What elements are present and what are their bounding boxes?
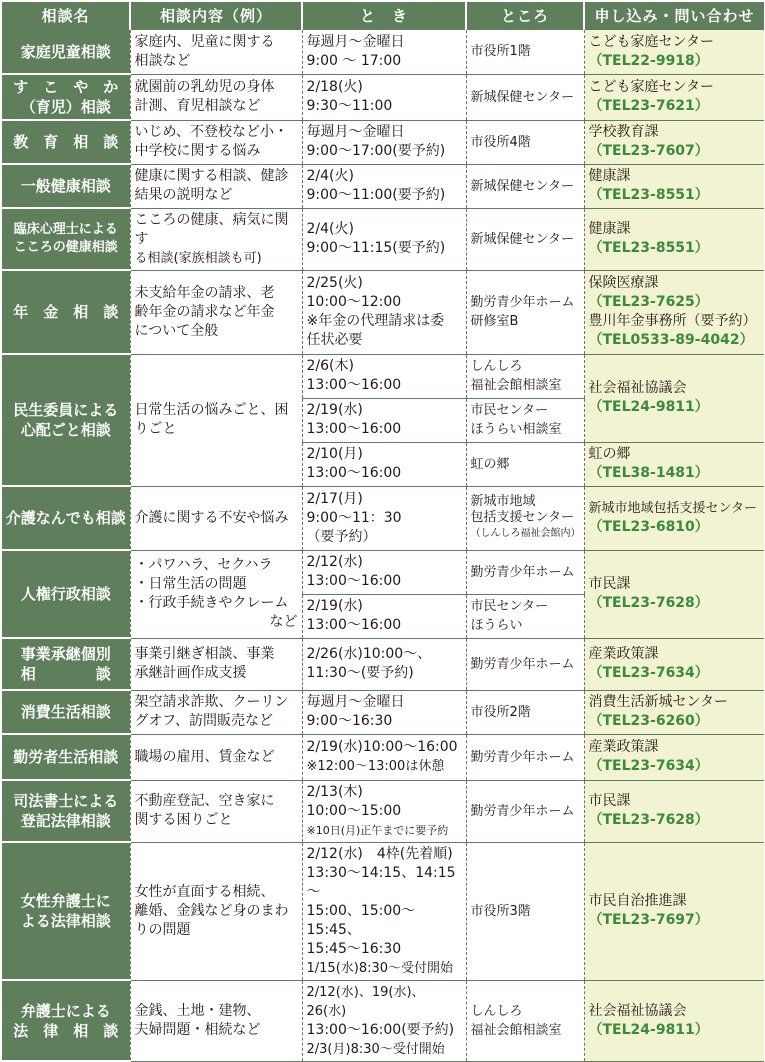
header-name: 相談名 xyxy=(2,2,130,30)
name-text: 事業承継個別 xyxy=(20,645,111,663)
when-line: 13:00～16:00 xyxy=(306,465,402,481)
consultation-name xyxy=(2,842,130,980)
contact-dept: 健康課 xyxy=(588,168,631,184)
name-text: 教 育 相 談 xyxy=(13,133,119,151)
consultation-when xyxy=(302,980,466,1061)
where-line: 勤労青少年ホーム xyxy=(470,564,575,580)
when-line: 9:00～11:15(要予約) xyxy=(306,240,446,256)
consultation-when xyxy=(302,734,466,780)
where-line: 市民センター xyxy=(470,403,548,418)
when-line: 2/12(水)、19(水)、26(水) xyxy=(306,984,425,1019)
contact-tel: （TEL22-9918） xyxy=(588,52,709,69)
where-line: 新城保健センター xyxy=(470,231,574,247)
consultation-where xyxy=(466,208,584,270)
header-content: 相談内容（例） xyxy=(130,2,302,30)
consultation-contact xyxy=(584,486,764,550)
name-text: 臨床心理士による xyxy=(13,222,118,237)
name-text: こころの健康相談 xyxy=(13,240,118,255)
when-line: 11:30～(要予約) xyxy=(306,665,414,681)
contact-tel: （TEL23-8551） xyxy=(588,240,709,256)
when-line: 2/13(木) xyxy=(306,783,363,800)
consultation-when xyxy=(302,550,466,594)
where-line: 市役所3階 xyxy=(470,903,531,919)
consultation-when xyxy=(302,208,466,270)
when-line: 2/18(火) xyxy=(306,79,363,95)
when-line: ※年金の代理請求は委 xyxy=(306,313,445,329)
table-row xyxy=(2,980,764,1061)
table-row xyxy=(2,164,764,208)
consultation-content xyxy=(130,164,302,208)
consultation-content: 日常生活の悩みごと、困りごと xyxy=(130,354,302,486)
where-line: 勤労青少年ホーム xyxy=(470,656,575,672)
consultation-contact xyxy=(584,442,764,486)
when-line: 10:00～12:00 xyxy=(306,294,402,310)
content-line: ・パワハラ、セクハラ xyxy=(134,557,273,573)
where-line: 新城保健センター xyxy=(470,89,574,105)
header-when: と き xyxy=(302,2,466,30)
when-line: 2/26(水)10:00～、 xyxy=(306,646,432,662)
when-line: 15:00、15:00～15:45、 xyxy=(306,902,416,938)
consultation-when xyxy=(302,74,466,120)
name-text: 弁護士による xyxy=(20,1001,111,1020)
when-line: 1/15(水)8:30～受付開始 xyxy=(306,960,454,976)
content-line: 女性が直面する相続、 xyxy=(134,883,275,900)
consultation-where xyxy=(466,550,584,594)
consultation-when xyxy=(302,398,466,442)
when-line: 9:00～16:30 xyxy=(306,713,393,729)
content-line: 関する困りごと xyxy=(134,812,233,828)
consultation-content xyxy=(130,638,302,690)
contact-tel: （TEL23-6260） xyxy=(588,713,709,729)
table-row xyxy=(2,354,764,398)
consultation-content xyxy=(130,30,302,74)
content-line: 結果の説明など xyxy=(134,187,233,203)
consultation-when xyxy=(302,164,466,208)
content-line: 事業引継ぎ相談、事業 xyxy=(134,646,275,662)
table-row xyxy=(2,734,764,780)
when-line: 13:30～14:15、14:15～ xyxy=(306,864,456,900)
consultation-where xyxy=(466,780,584,842)
contact-dept: こども家庭センター xyxy=(588,79,714,95)
contact-dept: 市民自治推進課 xyxy=(588,893,687,909)
consultation-contact xyxy=(584,780,764,842)
consultation-contact xyxy=(584,690,764,734)
consultation-when xyxy=(302,594,466,638)
consultation-where xyxy=(466,594,584,638)
contact-tel: （TEL23-7628） xyxy=(588,812,709,828)
consultation-when xyxy=(302,690,466,734)
header-where: ところ xyxy=(466,2,584,30)
contact-dept: 社会福祉協議会 xyxy=(588,1002,687,1019)
name-text: 司法書士による xyxy=(13,792,119,810)
contact-dept: 消費生活新城センター xyxy=(588,694,728,710)
when-line: 毎週月～金曜日 xyxy=(306,33,405,50)
content-line: りの問題 xyxy=(134,921,191,938)
name-text: 家庭児童相談 xyxy=(20,42,111,61)
consultation-when xyxy=(302,354,466,398)
table-row xyxy=(2,486,764,550)
content-line: など xyxy=(269,614,298,630)
when-line: 9:00～11:00(要予約) xyxy=(306,187,446,203)
where-line: 市役所1階 xyxy=(470,44,531,60)
consultation-where xyxy=(466,486,584,550)
where-line: しんしろ xyxy=(470,1003,523,1019)
consultation-content xyxy=(130,270,302,354)
name-text: 相 談 xyxy=(20,665,111,683)
when-line: 2/17(月) xyxy=(306,490,363,507)
consultation-where xyxy=(466,442,584,486)
content-line: 就園前の乳幼児の身体 xyxy=(134,79,275,95)
when-line: 15:45～16:30 xyxy=(306,940,402,957)
header-contact: 申し込み・問い合わせ xyxy=(584,2,764,30)
content-line: 承継計画作成支援 xyxy=(134,665,247,681)
when-line: 10:00～15:00 xyxy=(306,802,402,819)
consultation-content xyxy=(130,842,302,980)
consultation-when xyxy=(302,638,466,690)
consultation-where xyxy=(466,120,584,164)
content-line: る相談(家族相談も可) xyxy=(134,250,262,266)
consultation-contact xyxy=(584,208,764,270)
consultation-content xyxy=(130,690,302,734)
when-line: 9:00 ～ 17:00 xyxy=(306,52,402,69)
contact-dept: 市民課 xyxy=(588,793,631,809)
consultation-contact xyxy=(584,164,764,208)
consultation-name xyxy=(2,164,130,208)
name-text: 心配ごと相談 xyxy=(20,421,111,439)
name-text: よる法律相談 xyxy=(20,912,111,930)
name-text: す こ や か xyxy=(13,78,119,96)
consultation-where xyxy=(466,638,584,690)
consultation-content xyxy=(130,208,302,270)
consultation-where xyxy=(466,164,584,208)
contact-dept: 保険医療課 xyxy=(588,275,659,291)
contact-tel: （TEL24-9811） xyxy=(588,1021,709,1038)
consultation-contact xyxy=(584,638,764,690)
content-line: ・日常生活の問題 xyxy=(134,576,247,592)
when-line: 2/19(水) xyxy=(306,598,363,614)
content-line: 不動産登記、空き家に xyxy=(134,793,275,809)
contact-tel: （TEL38-1481） xyxy=(588,465,709,481)
contact-tel: （TEL23-7634） xyxy=(588,758,709,774)
name-text: 登記法律相談 xyxy=(20,812,111,830)
content-line: について全般 xyxy=(134,322,219,339)
contact-tel: （TEL23-7607） xyxy=(588,143,709,159)
where-line: 包括支援センター xyxy=(470,510,574,525)
contact-dept: 健康課 xyxy=(588,221,631,237)
when-line: 2/19(水)10:00～16:00 xyxy=(306,739,458,755)
content-line: 離婚、金銭など身のまわ xyxy=(134,902,289,919)
table-row xyxy=(2,690,764,734)
name-text: 民生委員による xyxy=(13,401,119,419)
consultation-name xyxy=(2,30,130,74)
when-line: 任状必要 xyxy=(306,332,363,348)
content-line: 家庭内、児童に関する xyxy=(134,33,275,50)
content-line: ・行政手続きやクレーム xyxy=(134,595,289,611)
consultation-name xyxy=(2,208,130,270)
contact-tel: （TEL23-8551） xyxy=(588,187,709,203)
when-line: 9:00～17:00(要予約) xyxy=(306,143,446,159)
where-line: 市民センター xyxy=(470,599,548,614)
when-line: 9:00～11：30 xyxy=(306,509,402,526)
table-row xyxy=(2,550,764,594)
when-line: 2/4(火) xyxy=(306,221,354,237)
contact-dept: 社会福祉協議会 xyxy=(588,380,687,396)
name-text: 消費生活相談 xyxy=(20,703,111,721)
when-line: 2/10(月) xyxy=(306,446,363,462)
where-line: 新城保健センター xyxy=(470,178,574,194)
consultation-content xyxy=(130,550,302,638)
contact-tel: （TEL23-6810） xyxy=(588,519,709,535)
table-row xyxy=(2,270,764,354)
name-text: 一般健康相談 xyxy=(20,177,111,195)
content-line: 健康に関する相談、健診 xyxy=(134,168,289,184)
table-row xyxy=(2,842,764,980)
consultation-contact xyxy=(584,30,764,74)
where-line: 福祉会館相談室 xyxy=(470,378,562,393)
table-row xyxy=(2,780,764,842)
contact-dept: 産業政策課 xyxy=(588,739,659,755)
table-row xyxy=(2,638,764,690)
table-row xyxy=(2,120,764,164)
content-line: 職場の雇用、賃金など xyxy=(134,748,275,765)
consultation-content xyxy=(130,980,302,1061)
consultation-when xyxy=(302,120,466,164)
when-line: 毎週月～金曜日 xyxy=(306,694,405,710)
when-line: 2/12(水) xyxy=(306,554,363,570)
consultation-contact xyxy=(584,842,764,980)
consultation-contact xyxy=(584,980,764,1061)
table-row xyxy=(2,30,764,74)
name-text: 年 金 相 談 xyxy=(13,303,119,321)
consultation-where xyxy=(466,980,584,1061)
when-line: 2/6(木) xyxy=(306,358,354,374)
consultation-name xyxy=(2,780,130,842)
content-line: 中学校に関する悩み xyxy=(134,143,261,159)
consultation-name xyxy=(2,270,130,354)
content-line: 齢年金の請求など年金 xyxy=(134,303,275,320)
where-line: 新城市地域 xyxy=(470,494,536,509)
where-line: ほうらい相談室 xyxy=(470,422,562,437)
contact-tel: （TEL0533-89-4042） xyxy=(588,332,754,348)
consultation-where xyxy=(466,734,584,780)
when-line: 2/3(月)8:30～受付開始 xyxy=(306,1041,445,1057)
when-line: 13:00～16:00 xyxy=(306,573,402,589)
consultation-content: 介護に関する不安や悩み xyxy=(130,486,302,550)
consultation-name xyxy=(2,734,130,780)
consultation-contact xyxy=(584,120,764,164)
contact-dept: 新城市地域包括支援センター xyxy=(588,501,757,516)
content-line: グオフ、訪問販売など xyxy=(134,713,273,729)
contact-dept: 市民課 xyxy=(588,576,631,592)
contact-tel: （TEL24-9811） xyxy=(588,399,709,415)
contact-tel: （TEL23-7621） xyxy=(588,98,709,114)
where-line: 虹の郷 xyxy=(470,456,510,472)
content-line: いじめ、不登校など小・ xyxy=(134,124,288,140)
contact-dept: こども家庭センター xyxy=(588,33,714,50)
consultation-contact xyxy=(584,734,764,780)
consultation-where xyxy=(466,398,584,442)
consultation-where xyxy=(466,690,584,734)
content-line: 架空請求詐欺、クーリン xyxy=(134,694,289,710)
when-line: ※12:00～13:00は休憩 xyxy=(306,759,445,774)
when-line: 13:00～16:00(要予約) xyxy=(306,1021,455,1038)
when-line: 9:30～11:00 xyxy=(306,98,393,114)
where-line: しんしろ xyxy=(470,359,523,374)
contact-tel: （TEL23-7628） xyxy=(588,595,709,611)
contact-dept: 虹の郷 xyxy=(588,446,631,462)
name-text: 勤労者生活相談 xyxy=(13,748,119,766)
consultation-when xyxy=(302,780,466,842)
name-text: 法 律 相 談 xyxy=(13,1021,119,1040)
where-line: 勤労青少年ホーム xyxy=(470,803,575,819)
where-line: 勤労青少年ホーム xyxy=(470,295,575,310)
consultation-name xyxy=(2,638,130,690)
consultation-where xyxy=(466,354,584,398)
consultation-where xyxy=(466,270,584,354)
consultation-contact xyxy=(584,354,764,442)
where-line: 勤労青少年ホーム xyxy=(470,749,575,765)
consultation-content xyxy=(130,734,302,780)
consultation-content xyxy=(130,780,302,842)
when-line: 2/25(火) xyxy=(306,275,363,291)
name-text: 女性弁護士に xyxy=(20,892,111,910)
consultation-content xyxy=(130,74,302,120)
consultation-where xyxy=(466,74,584,120)
consultation-name xyxy=(2,690,130,734)
when-line: 13:00～16:00 xyxy=(306,377,402,393)
content-line: 計測、育児相談など xyxy=(134,98,261,114)
consultation-when xyxy=(302,270,466,354)
consultation-contact xyxy=(584,550,764,638)
when-line: 2/12(水) 4枠(先着順) xyxy=(306,845,453,862)
name-text: （育児）相談 xyxy=(20,98,111,116)
table-row xyxy=(2,208,764,270)
where-line: ほうらい xyxy=(470,618,523,633)
where-line: 研修室B xyxy=(470,314,519,329)
when-line: 13:00～16:00 xyxy=(306,421,402,437)
consultation-where xyxy=(466,30,584,74)
consultation-when xyxy=(302,486,466,550)
consultation-content xyxy=(130,120,302,164)
consultation-contact xyxy=(584,74,764,120)
consultation-when xyxy=(302,842,466,980)
when-line: （要予約） xyxy=(306,528,377,545)
content-line: 金銭、土地・建物、 xyxy=(134,1002,261,1019)
contact-dept: 学校教育課 xyxy=(588,124,659,140)
consultation-when xyxy=(302,442,466,486)
contact-tel: （TEL23-7697） xyxy=(588,912,709,928)
content-line: 未支給年金の請求、老 xyxy=(134,284,275,301)
when-line: 2/19(水) xyxy=(306,402,363,418)
when-line: 13:00～16:00 xyxy=(306,617,402,633)
contact-tel: （TEL23-7634） xyxy=(588,665,709,681)
where-line: （しんしろ福祉会館内） xyxy=(470,528,581,539)
consultation-name: 介護なんでも相談 xyxy=(2,486,130,550)
consultation-name xyxy=(2,354,130,486)
where-line: 市役所4階 xyxy=(470,134,531,150)
contact-dept: 産業政策課 xyxy=(588,646,659,662)
header-row xyxy=(2,2,764,30)
content-line: こころの健康、病気に関す xyxy=(134,211,289,247)
contact-dept: 豊川年金事務所（要予約） xyxy=(588,313,757,329)
when-line: 毎週月～金曜日 xyxy=(306,124,405,140)
consultation-name xyxy=(2,980,130,1061)
content-line: 夫婦問題・相続など xyxy=(134,1021,261,1038)
where-line: 福祉会館相談室 xyxy=(470,1022,562,1038)
consultation-name xyxy=(2,74,130,120)
consultation-where xyxy=(466,842,584,980)
consultation-name xyxy=(2,120,130,164)
content-line: 相談など xyxy=(134,52,191,69)
when-line: 2/4(火) xyxy=(306,168,354,184)
consultation-table xyxy=(2,2,764,1062)
consultation-when xyxy=(302,30,466,74)
contact-tel: （TEL23-7625） xyxy=(588,294,709,310)
table-row xyxy=(2,74,764,120)
consultation-contact xyxy=(584,270,764,354)
when-note: ※10日(月)正午までに要予約 xyxy=(306,823,449,837)
consultation-name: 人権行政相談 xyxy=(2,550,130,638)
where-line: 市役所2階 xyxy=(470,704,531,720)
